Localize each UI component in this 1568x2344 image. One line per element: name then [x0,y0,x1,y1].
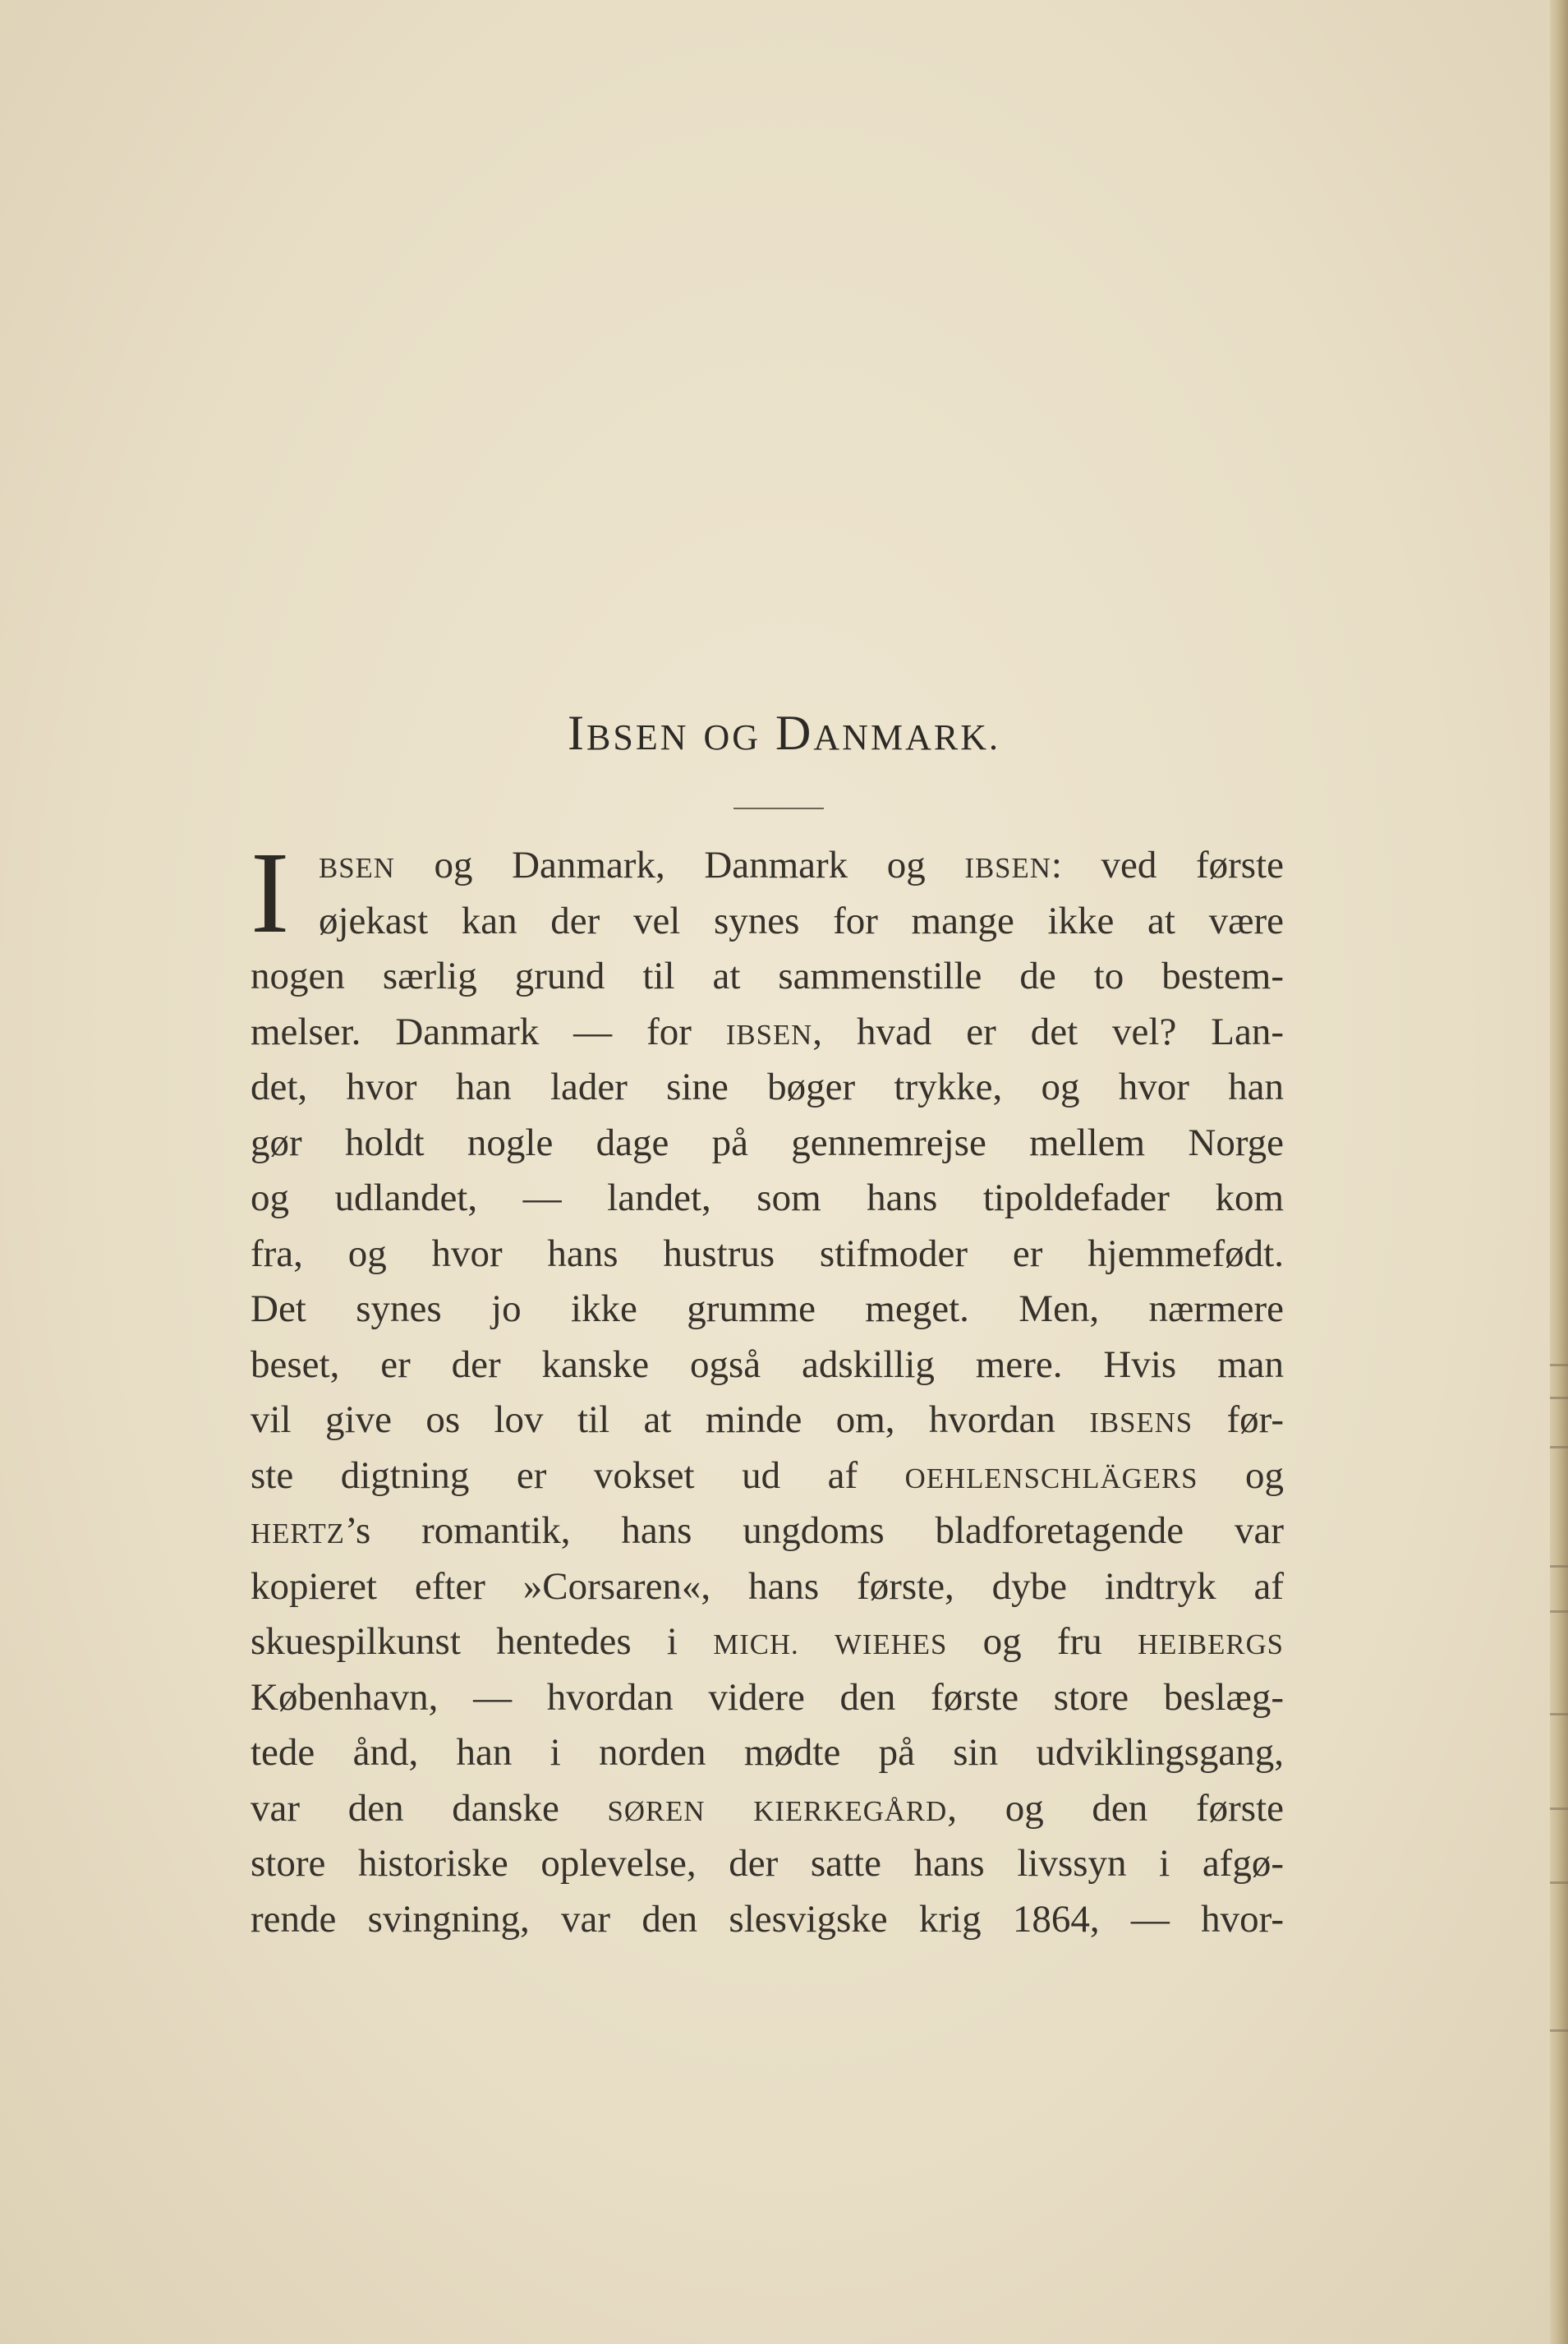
edge-mark [1550,1364,1568,1366]
small-caps-name: IBSEN [964,852,1051,884]
small-caps-name: OEHLENSCHLÄGERS [904,1462,1198,1494]
title-word-2: OG [703,717,761,758]
edge-mark [1550,2029,1568,2032]
text-line [251,1892,1284,1948]
text-run: ’s romantik, hans ungdoms bladforetagende var [344,1509,1284,1552]
text-run [799,1620,835,1663]
text-run: og fru [947,1620,1138,1663]
small-caps-name: KIERKEGÅRD [753,1794,948,1827]
text-run: København, — hvordan videre den første store beslæg- [251,1675,1284,1719]
text-run: ste digtning er vokset ud af [251,1453,905,1497]
text-run: rende svingning, var den slesvigske krig 1864, — hvor- [251,1897,1284,1941]
text-run: skuespilkunst hentedes i [251,1620,714,1663]
text-line [319,838,1284,894]
text-line [251,1227,1284,1283]
text-run: før- [1193,1398,1284,1441]
title-rule [733,808,824,809]
text-run: tede ånd, han i norden mødte på sin udviklingsgang, [251,1731,1284,1774]
chapter-title [0,705,1568,762]
text-run: , hvad er det vel? Lan- [812,1010,1284,1053]
text-run: Det synes jo ikke grumme meget. Men, nærmere [251,1287,1284,1330]
text-line [251,1614,1284,1670]
text-line [251,1670,1284,1726]
title-initial-2: D [775,706,814,760]
text-line [251,1116,1284,1172]
text-line [251,1060,1284,1116]
text-line [251,1781,1284,1837]
small-caps-name: MICH. [713,1628,799,1660]
text-run: kopieret efter »Corsaren«, hans første, dybe indtryk af [251,1564,1284,1608]
title-initial-1: I [568,706,586,760]
text-run [706,1787,754,1830]
edge-mark [1550,1446,1568,1448]
text-line [251,1504,1284,1559]
small-caps-name: IBSENS [1089,1407,1193,1439]
small-caps-name: SØREN [607,1794,706,1827]
text-line [251,1448,1284,1504]
edge-mark [1550,1397,1568,1399]
text-line [251,949,1284,1005]
text-run: gør holdt nogle dage på gennemrejse mellem Norge [251,1121,1284,1164]
small-caps-name: HEIBERGS [1138,1628,1285,1660]
text-line [251,1393,1284,1448]
text-line [251,1559,1284,1615]
text-run: vil give os lov til at minde om, hvordan [251,1398,1090,1441]
edge-mark [1550,1565,1568,1568]
text-line [251,1171,1284,1227]
text-line [251,1282,1284,1338]
page-edge [1550,0,1568,2344]
small-caps-name: WIEHES [835,1628,948,1660]
text-line [251,1836,1284,1892]
text-line [251,1725,1284,1781]
text-run: nogen særlig grund til at sammenstille de to bestem- [251,955,1284,997]
text-run: var den danske [251,1786,608,1830]
text-run: og [1198,1453,1284,1497]
body-text [251,949,1284,1947]
text-line [251,1338,1284,1393]
small-caps-name: HERTZ [251,1517,345,1550]
title-word-3: ANMARK. [813,717,1000,758]
edge-mark [1550,1713,1568,1715]
text-run: beset, er der kanske også adskillig mere. Hvis man [251,1342,1284,1386]
text-run: det, hvor han lader sine bøger trykke, og hvor han [251,1066,1284,1108]
text-line [319,894,1284,950]
text-run: : ved første [1051,844,1285,886]
edge-mark [1550,1881,1568,1884]
text-run: melser. Danmark — for [251,1010,726,1053]
text-run: fra, og hvor hans hustrus stifmoder er hjemmefødt. [251,1232,1284,1275]
small-caps-name: IBSEN [725,1018,813,1051]
text-run: og Danmark, Danmark og [394,844,965,886]
text-run: og udlandet, — landet, som hans tipoldefader kom [251,1177,1284,1219]
title-word-1: BSEN [586,717,689,758]
small-caps-name: BSEN [319,852,395,884]
edge-mark [1550,1808,1568,1810]
text-run: store historiske oplevelse, der satte hans livssyn i afgø- [251,1842,1284,1885]
text-run: , og den første [947,1786,1284,1830]
opening-lines [319,838,1284,949]
drop-cap: I [251,827,290,957]
text-run: øjekast kan der vel synes for mange ikke at være [319,899,1284,942]
edge-mark [1550,1610,1568,1613]
text-line [251,1005,1284,1061]
